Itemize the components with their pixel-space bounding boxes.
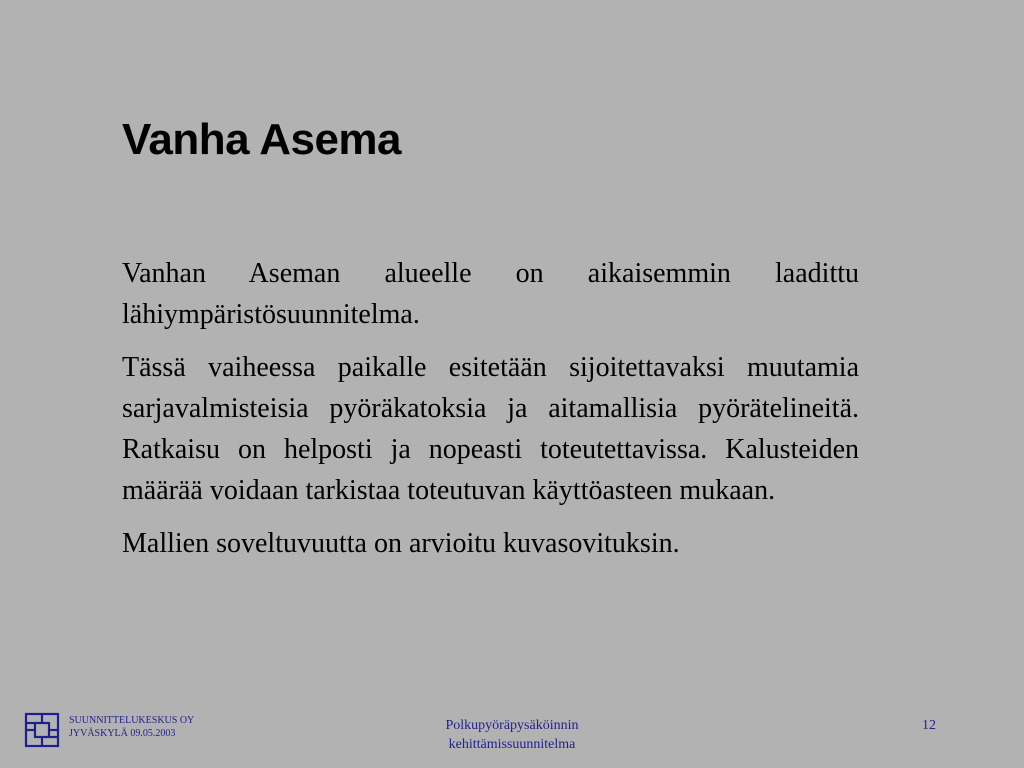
page-number: 12 [922,718,936,733]
footer-organization [69,714,194,740]
slide-title: Vanha Asema [122,115,402,164]
body-paragraph: Vanhan Aseman alueelle on aikaisemmin laadittu lähiympäristösuunnitelma. [122,258,859,330]
footer-title-line1: Polkupyöräpysäköinnin [445,718,579,733]
slide-body [122,253,859,576]
body-paragraph: Tässä vaiheessa paikalle esitetään sijoitettavaksi muutamia sarjavalmisteisia pyöräkatoksia ja aitamallisia pyörätelineitä. Ratkaisu on helposti ja nopeasti toteutettavissa. Kalusteiden määrää voidaan tarkistaa toteutuvan käyttöasteen mukaan. [122,352,859,506]
footer-title-line2: kehittämissuunnitelma [448,737,576,752]
footer-org-name: SUUNNITTELUKESKUS OY [69,715,195,726]
logo-graphic [24,712,60,748]
suunnittelukeskus-logo-icon [24,712,60,748]
footer-org-date: JYVÄSKYLÄ 09.05.2003 [69,728,176,739]
body-paragraph: Mallien soveltuvuutta on arvioitu kuvasovituksin. [122,528,680,559]
footer-document-title [362,716,662,754]
